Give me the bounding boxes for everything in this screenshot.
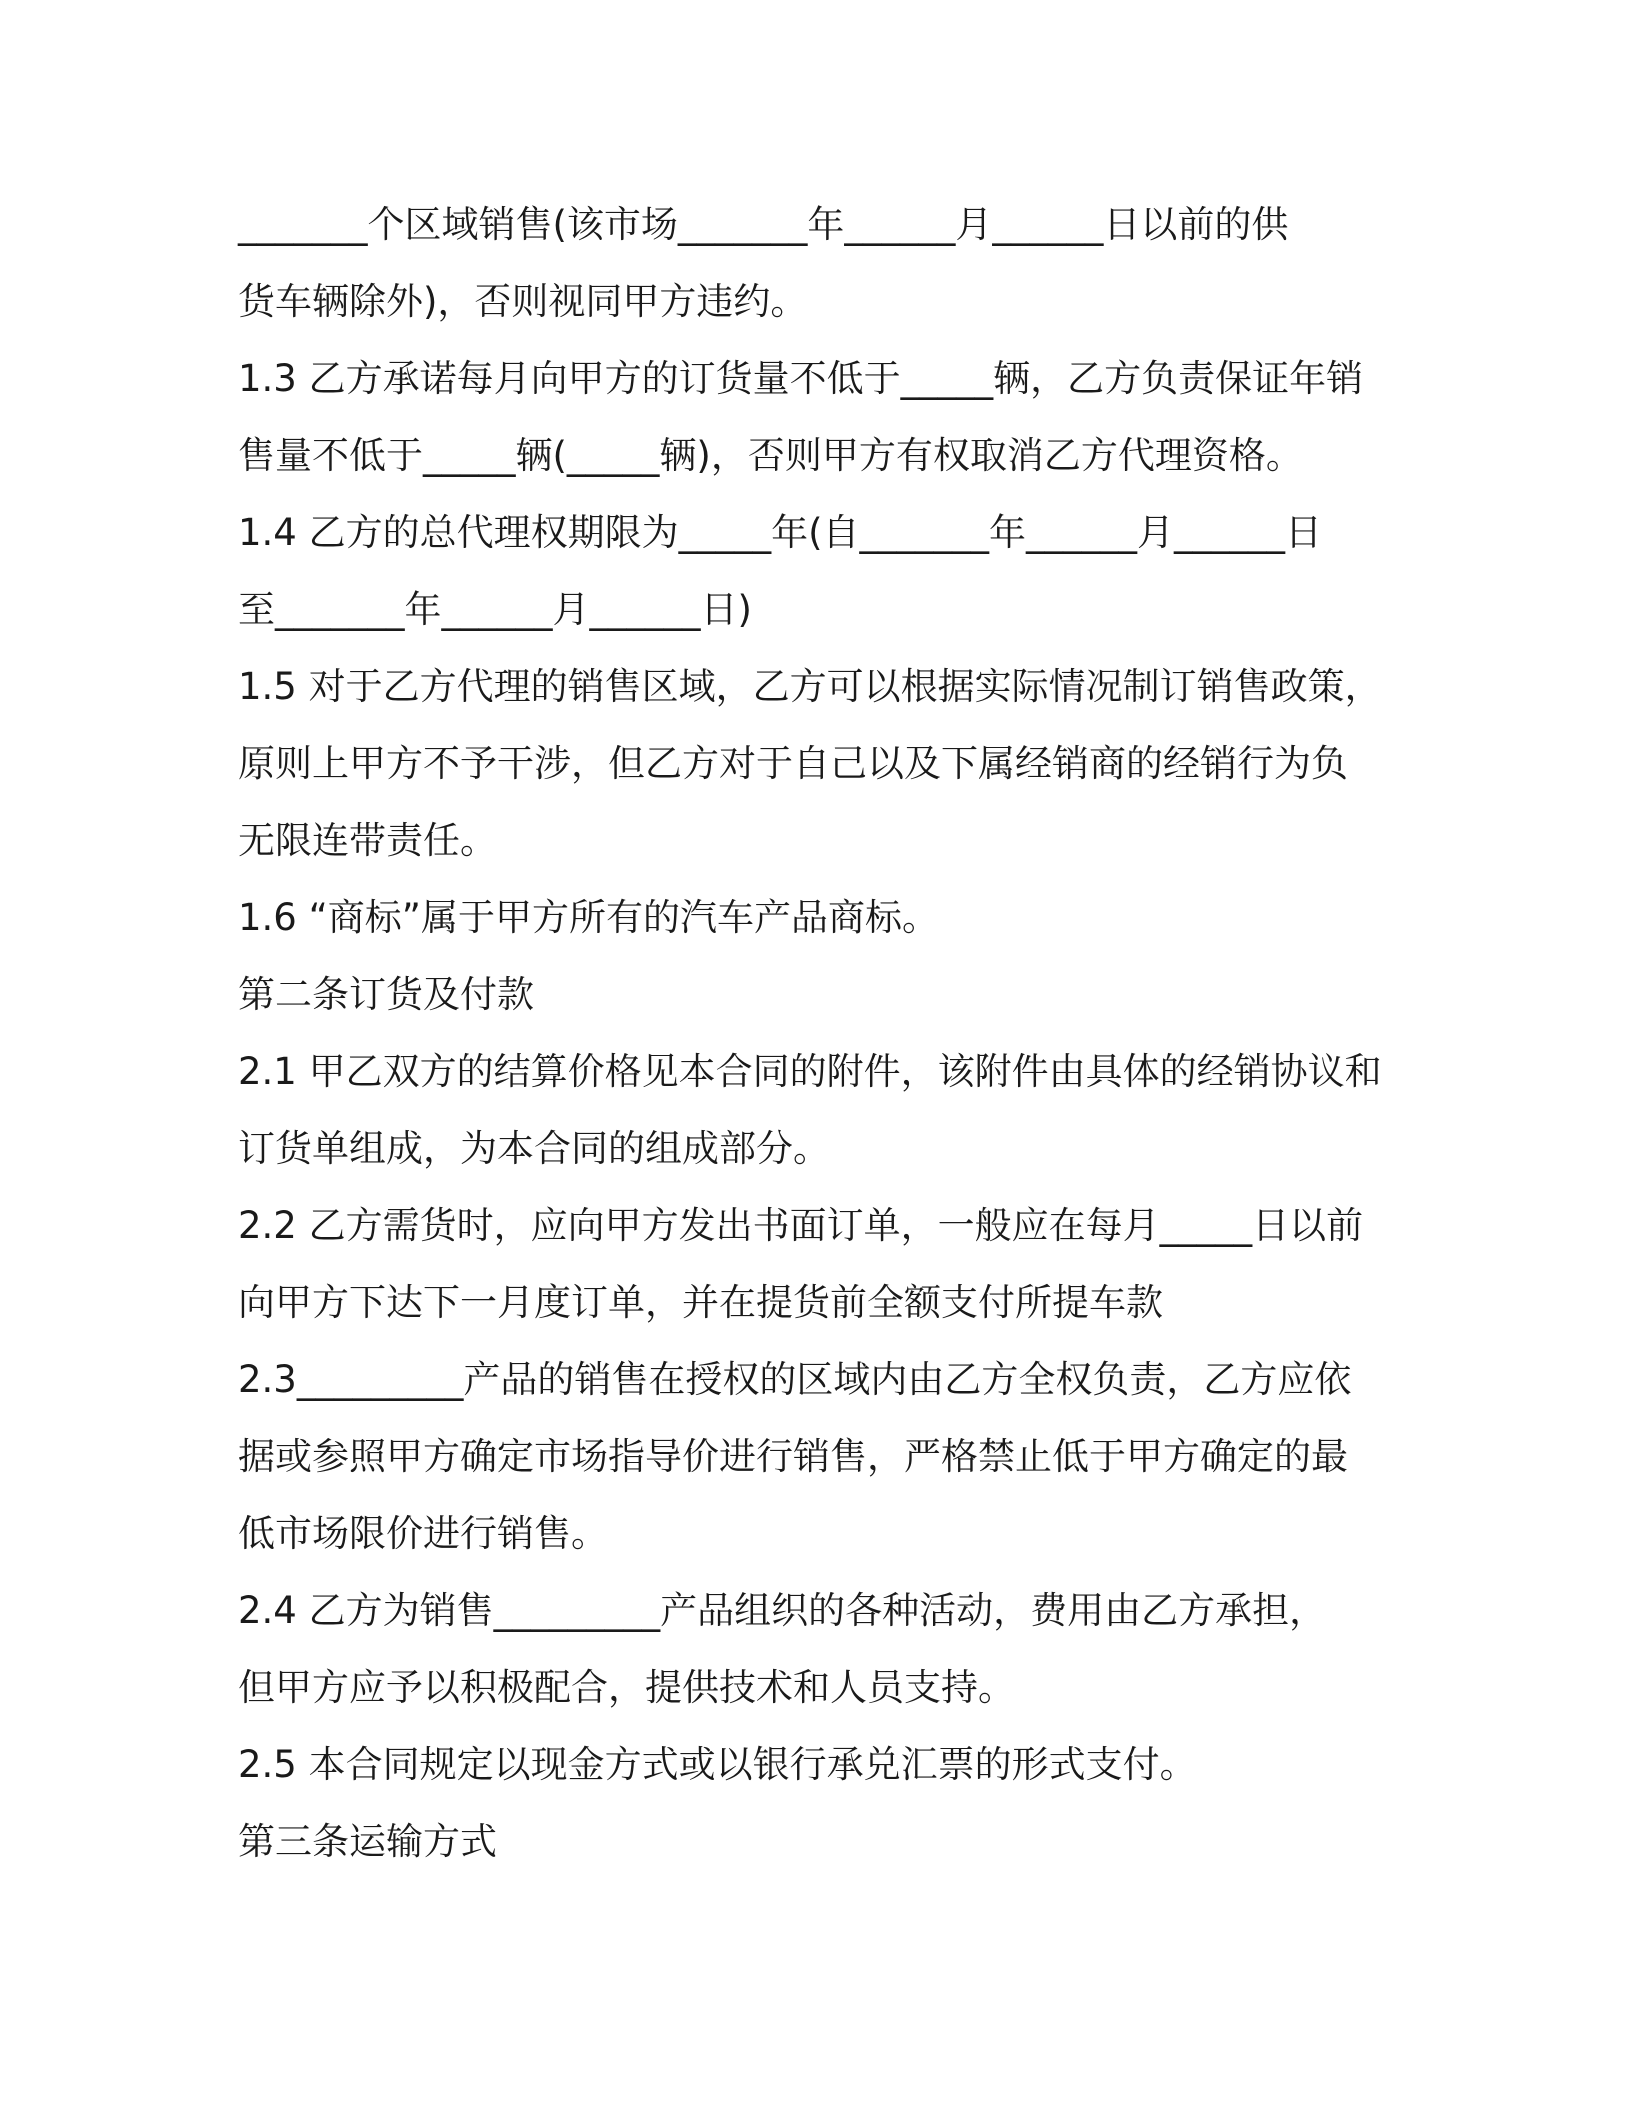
text-line: 订货单组成，为本合同的组成部分。 [238, 1127, 830, 1170]
section-heading-2: 第二条订货及付款 [238, 973, 534, 1016]
clause-1-3: 1.3 乙方承诺每月向甲方的订货量不低于_____辆，乙方负责保证年销 [238, 357, 1364, 400]
clause-2-5: 2.5 本合同规定以现金方式或以银行承兑汇票的形式支付。 [238, 1743, 1197, 1786]
text-line: 无限连带责任。 [238, 819, 497, 862]
contract-text [238, 186, 1388, 1880]
text-line: 但甲方应予以积极配合，提供技术和人员支持。 [238, 1666, 1015, 1709]
text-line: 至_______年______月______日) [238, 588, 752, 631]
text-line: 售量不低于_____辆(_____辆)，否则甲方有权取消乙方代理资格。 [238, 434, 1303, 477]
text-line: 据或参照甲方确定市场指导价进行销售，严格禁止低于甲方确定的最 [238, 1435, 1348, 1478]
clause-2-3: 2.3_________产品的销售在授权的区域内由乙方全权负责，乙方应依 [238, 1358, 1352, 1401]
clause-1-5: 1.5 对于乙方代理的销售区域，乙方可以根据实际情况制订销售政策， [238, 665, 1382, 708]
clause-2-2: 2.2 乙方需货时，应向甲方发出书面订单，一般应在每月_____日以前 [238, 1204, 1364, 1247]
text-line: 向甲方下达下一月度订单，并在提货前全额支付所提车款 [238, 1281, 1163, 1324]
text-line: 货车辆除外)，否则视同甲方违约。 [238, 280, 808, 323]
clause-1-4: 1.4 乙方的总代理权期限为_____年(自_______年______月______日 [238, 511, 1323, 554]
text-line: _______个区域销售(该市场_______年______月______日以前的供 [238, 203, 1289, 246]
section-heading-3: 第三条运输方式 [238, 1820, 497, 1863]
clause-2-4: 2.4 乙方为销售_________产品组织的各种活动，费用由乙方承担， [238, 1589, 1327, 1632]
clause-1-6: 1.6 “商标”属于甲方所有的汽车产品商标。 [238, 896, 939, 939]
text-line: 低市场限价进行销售。 [238, 1512, 608, 1555]
text-line: 原则上甲方不予干涉，但乙方对于自己以及下属经销商的经销行为负 [238, 742, 1348, 785]
clause-2-1: 2.1 甲乙双方的结算价格见本合同的附件，该附件由具体的经销协议和 [238, 1050, 1382, 1093]
